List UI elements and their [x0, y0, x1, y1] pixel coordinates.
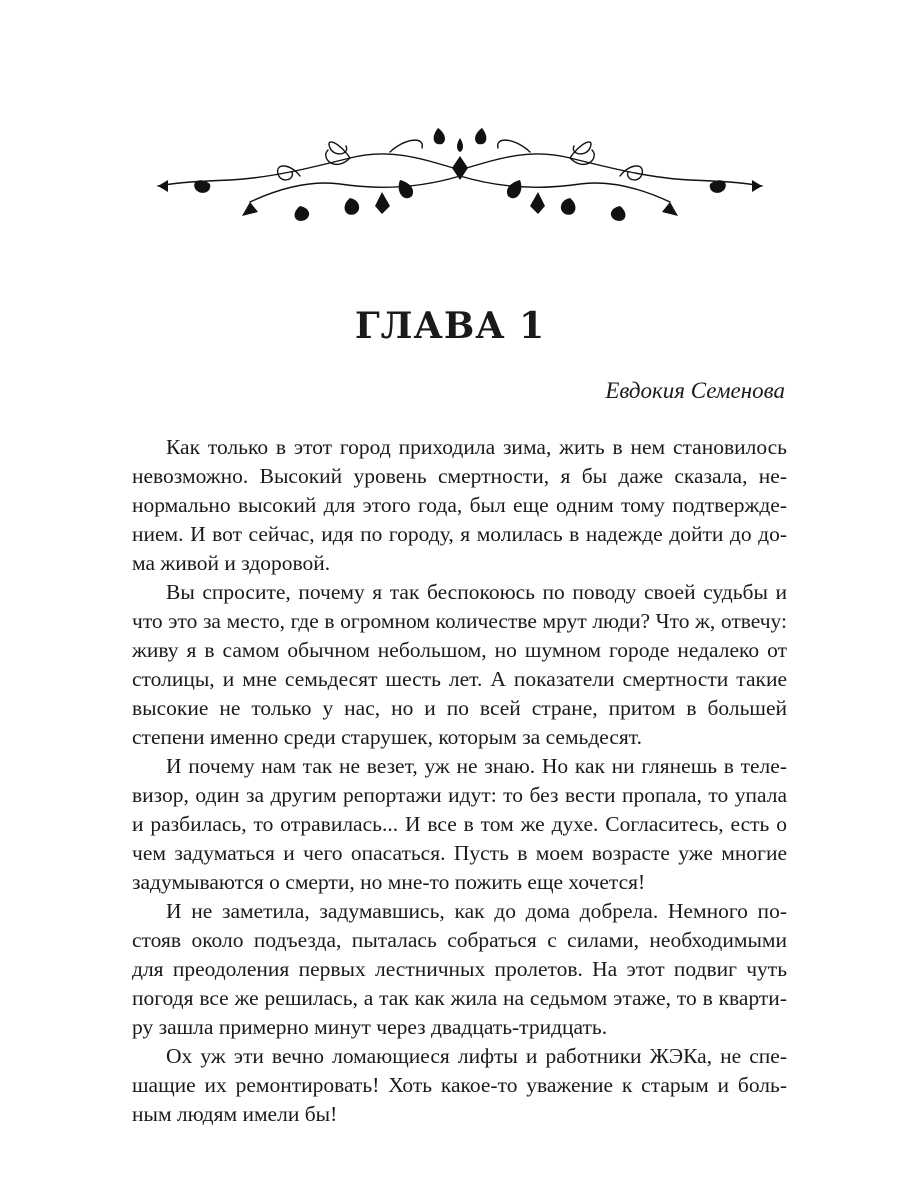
paragraph: Как только в этот город приходила зима, жить в нем становилось невозможно. Высокий уровень смертности, я бы даже сказала, ненормально высокий для этого года, был еще одним тому подтверждением. И вот сейчас, идя по городу, я молилась в надежде дойти до дома живой и здоровой.	[132, 435, 787, 575]
paragraph: Вы спросите, почему я так беспокоюсь по поводу своей судьбы и что это за место, где в огромном количестве мрут люди? Что ж, отвечу: живу я в самом обычном небольшом, но шумном городе недалеко от столицы, и мне семьдесят шесть лет. А показатели смертности такие высокие не только у нас, но и по всей стране, притом в большей степени именно среди старушек, которым за семьдесят.	[132, 580, 787, 749]
paragraph: И не заметила, задумавшись, как до дома добрела. Немного постояв около подъезда, пыталась собраться с силами, необходимыми для преодоления первых лестничных пролетов. На этот подвиг чуть погодя все же решилась, а так как жила на седьмом этаже, то в квартиру зашла примерно минут через двадцать-тридцать.	[132, 899, 787, 1039]
chapter-body	[132, 433, 787, 1129]
floral-vignette-icon	[150, 118, 770, 238]
chapter-author: Евдокия Семенова	[605, 378, 785, 403]
paragraph: Ох уж эти вечно ломающиеся лифты и работники ЖЭКа, не спешащие их ремонтировать! Хоть какое-то уважение к старым и больным людям имели бы!	[132, 1044, 787, 1126]
paragraph: И почему нам так не везет, уж не знаю. Но как ни глянешь в телевизор, один за другим репортажи идут: то без вести пропала, то упала и разбилась, то отравилась... И все в том же духе. Согласитесь, есть о чем задуматься и чего опасаться. Пусть в моем возрасте уже многие задумываются о смерти, но мне-то пожить еще хочется!	[132, 754, 787, 894]
chapter-title: ГЛАВА 1	[354, 305, 546, 347]
